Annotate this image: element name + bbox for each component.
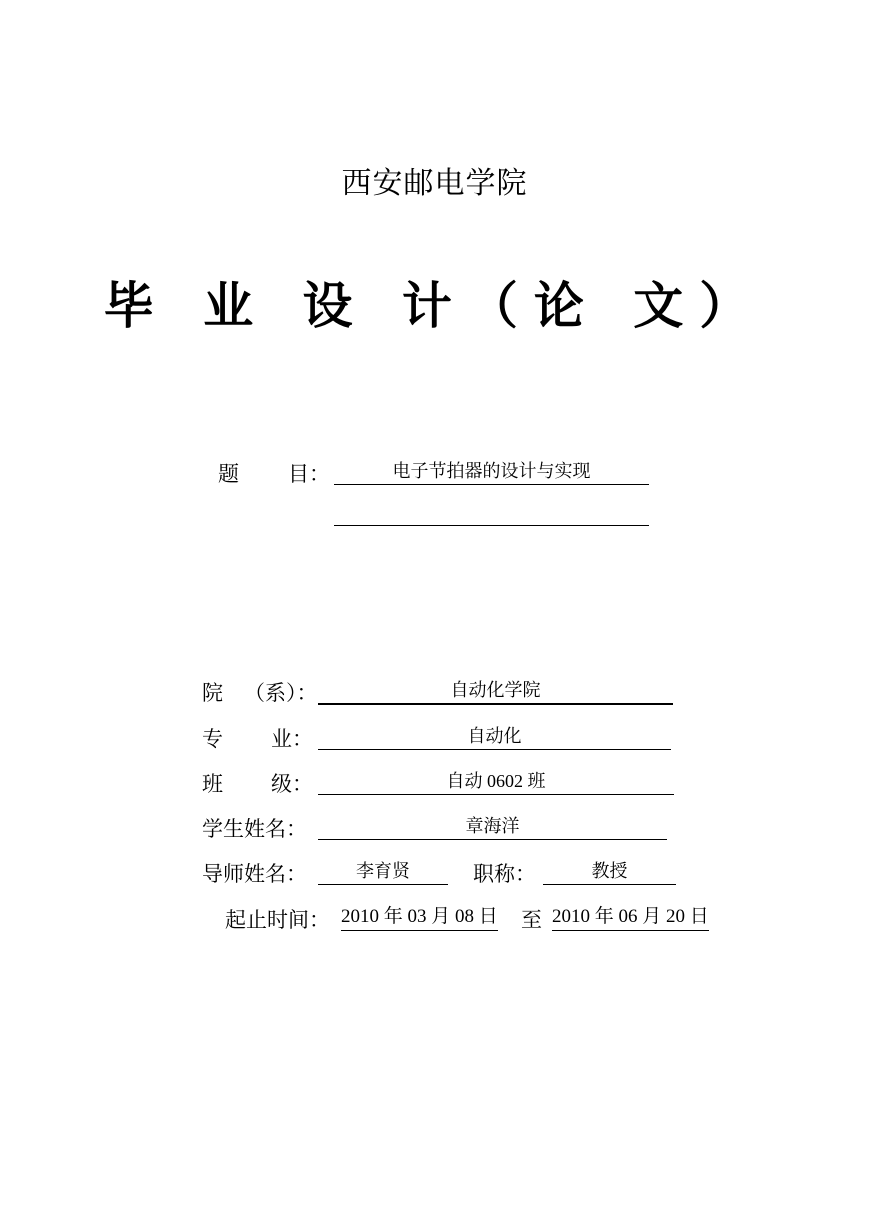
advisor-value: 李育贤	[318, 858, 448, 885]
school-name: 西安邮电学院	[341, 166, 528, 201]
major-label-a: 专	[202, 727, 223, 751]
department-label-b: （系）：	[244, 681, 318, 705]
topic-label-a: 题	[218, 462, 239, 486]
major-label-b: 业：	[271, 727, 313, 751]
advisor-label: 导师姓名：	[202, 862, 307, 886]
student-label: 学生姓名：	[202, 817, 307, 841]
end-date: 2010 年 06 月 20 日	[552, 904, 709, 931]
start-date: 2010 年 03 月 08 日	[341, 904, 498, 931]
class-label-a: 班	[202, 772, 223, 796]
topic-value-line1: 电子节拍器的设计与实现	[334, 458, 649, 485]
academic-title-value: 教授	[543, 858, 676, 885]
department-label-a: 院	[202, 681, 223, 705]
topic-label-b: 目：	[288, 462, 330, 486]
academic-title-label: 职称：	[473, 862, 536, 886]
dates-label: 起止时间：	[225, 908, 330, 932]
class-label-b: 级：	[271, 772, 313, 796]
department-value: 自动化学院	[318, 677, 673, 705]
major-value: 自动化	[318, 723, 671, 750]
topic-value-line2	[334, 499, 649, 526]
class-value: 自动 0602 班	[318, 768, 674, 795]
date-separator: 至	[521, 908, 542, 932]
thesis-heading: 毕 业 设 计（论 文）	[103, 277, 766, 335]
student-value: 章海洋	[318, 813, 667, 840]
